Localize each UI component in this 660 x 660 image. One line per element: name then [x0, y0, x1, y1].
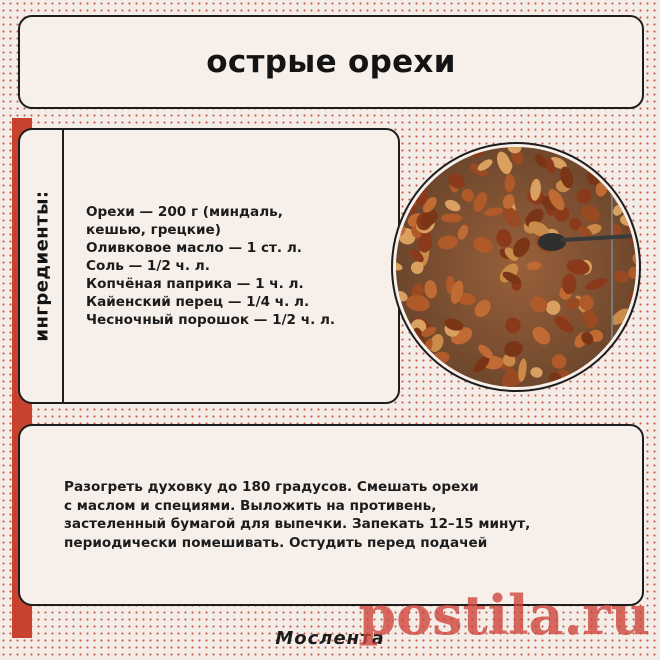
nut-shape [417, 140, 438, 155]
nut-shape [606, 371, 626, 391]
nut-shape [403, 139, 426, 160]
nuts-photo [384, 124, 658, 410]
ingredient-line: Чесночный порошок — 1/2 ч. л. [86, 312, 336, 328]
nut-shape [408, 150, 432, 169]
title-card [18, 15, 644, 109]
nut-shape [405, 165, 421, 178]
ingredient-line: Орехи — 200 г (миндаль, [86, 204, 283, 220]
nut-shape [408, 153, 422, 170]
ingredients-card [18, 128, 400, 404]
instructions-card [18, 424, 644, 606]
nut-shape [627, 331, 644, 356]
nut-shape [610, 165, 628, 176]
page-title: острые орехи [206, 44, 456, 80]
instruction-line: с маслом и специями. Выложить на противень, [64, 497, 437, 514]
nut-shape [403, 353, 425, 374]
nut-shape [406, 362, 433, 387]
ingredients-side-panel [20, 130, 64, 402]
nut-shape [390, 181, 407, 198]
nut-shape [384, 382, 405, 395]
nut-shape [410, 138, 430, 158]
ingredients-heading: ингредиенты: [31, 190, 53, 342]
ingredients-list [86, 203, 335, 329]
brand-logo: Мослента [275, 628, 385, 649]
nut-shape [441, 214, 462, 223]
nut-shape [411, 353, 428, 371]
ingredient-line: Соль — 1/2 ч. л. [86, 258, 210, 274]
nut-shape [631, 184, 645, 193]
nut-shape [623, 139, 639, 150]
nut-shape [597, 142, 617, 162]
nut-shape [611, 163, 635, 183]
nut-shape [594, 373, 614, 391]
nut-shape [422, 131, 449, 158]
nut-shape [614, 374, 633, 393]
instruction-line: Разогреть духовку до 180 градусов. Смешать орехи [64, 479, 479, 495]
instruction-line: периодически помешивать. Остудить перед подачей [64, 534, 488, 551]
nut-shape [628, 359, 644, 376]
ingredient-line: Оливковое масло — 1 ст. л. [86, 240, 302, 256]
nut-shape [625, 157, 649, 173]
ingredient-line: Кайенский перец — 1/4 ч. л. [86, 294, 310, 310]
nut-shape [414, 357, 435, 380]
nut-shape [388, 332, 408, 350]
instruction-line: застеленный бумагой для выпечки. Запекать 12–15 минут, [64, 516, 531, 532]
instructions-text [64, 478, 624, 552]
ingredient-line: кешью, грецкие) [86, 222, 221, 238]
watermark: postila.ru [358, 583, 650, 647]
ingredient-line: Копчёная паприка — 1 ч. л. [86, 276, 304, 292]
nut-shape [386, 324, 406, 342]
nut-shape [403, 365, 424, 386]
